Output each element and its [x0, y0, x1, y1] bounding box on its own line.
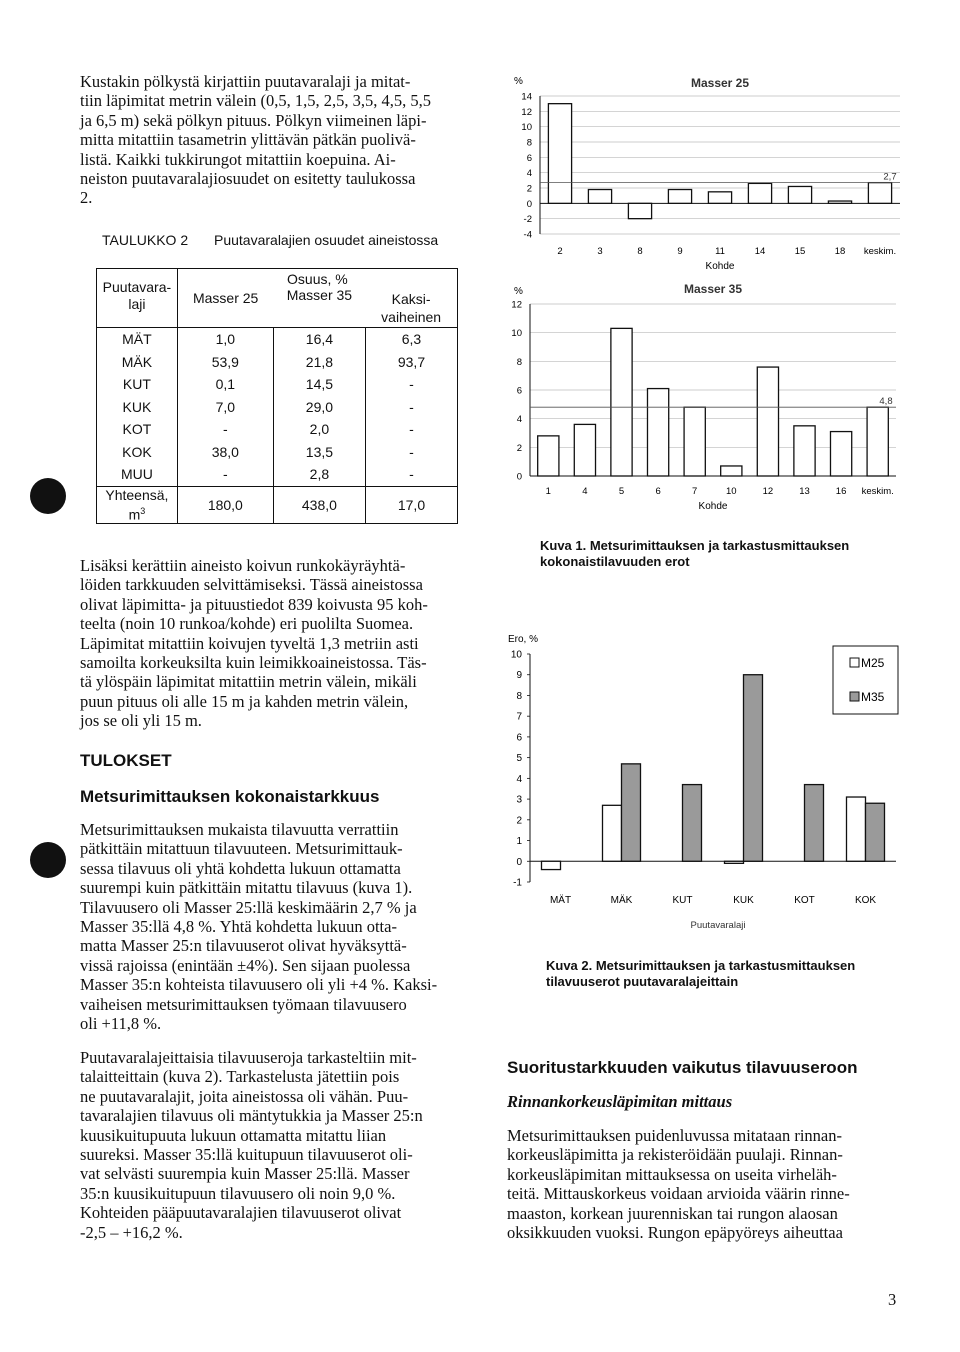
mean-label: 4,8 — [879, 396, 893, 408]
legend-label-m25: M25 — [861, 656, 885, 670]
y-tick-label: 12 — [511, 299, 522, 311]
x-tick-label: MÄK — [610, 895, 633, 906]
x-tick-label: keskim. — [861, 486, 894, 497]
y-tick-label: -1 — [513, 877, 522, 889]
x-tick-label: KOK — [854, 895, 877, 906]
bar — [574, 424, 595, 476]
table-row: KUT 0,1 14,5 - — [97, 373, 458, 396]
table-label: TAULUKKO 2 — [102, 232, 189, 248]
x-axis-label: Kohde — [698, 501, 728, 512]
x-tick-label: KOT — [794, 895, 815, 906]
dbh-paragraph: Metsurimittauksen puidenluvussa mitataan rinnan- korkeusläpimitta ja rekisteröidään puulaji. Rinnan- korkeusläpimitan mittauksessa on useita virheläh- teitä. Mittauskorkeus voidaan arvioida väärin rinne- maaston, korkean juurenniskan tai rungon alaosan oksikkuuden vuoksi. Rungon epäpyöreys aiheuttaa — [507, 1126, 850, 1243]
heading-accuracy: Metsurimittauksen kokonaistarkkuus — [80, 787, 380, 806]
heading-performance: Suoritustarkkuuden vaikutus tilavuuseroon — [507, 1058, 858, 1077]
chart-title: Masser 25 — [690, 76, 750, 90]
x-tick-label: KUT — [672, 895, 693, 906]
caption-kuva1: Kuva 1. Metsurimittauksen ja tarkastusmittauksen kokonaistilavuuden erot — [540, 538, 850, 569]
total-row: Yhteensä, $m^3$ 180,0 438,0 17,0 — [97, 486, 458, 523]
y-tick-label: 2 — [526, 183, 532, 195]
y-tick-label: 0 — [516, 856, 522, 868]
heading-tulokset: TULOKSET — [80, 751, 172, 770]
m35-bar — [683, 785, 702, 862]
y-tick-label: 5 — [516, 753, 522, 765]
chart-masser35 — [500, 278, 910, 518]
bar — [868, 183, 891, 204]
y-unit-label: % — [514, 76, 523, 87]
m25-bar — [603, 805, 622, 861]
x-axis-label: Kohde — [705, 261, 735, 272]
x-tick-label: keskim. — [863, 246, 897, 257]
m35-bar — [622, 764, 641, 861]
chart-title: Masser 35 — [683, 282, 743, 296]
x-tick-label: 5 — [618, 486, 625, 497]
table-row: MÄK 53,9 21,8 93,7 — [97, 351, 458, 374]
bar — [757, 367, 778, 476]
y-unit-label: Ero, % — [508, 634, 539, 645]
binder-hole-bottom — [30, 842, 66, 878]
chart-masser25 — [500, 70, 910, 282]
chart-species — [500, 628, 910, 933]
y-tick-label: 14 — [521, 91, 532, 103]
bar — [538, 436, 559, 476]
x-tick-label: 9 — [677, 246, 683, 257]
x-tick-label: 15 — [794, 246, 806, 257]
page-number: 3 — [888, 1290, 897, 1309]
y-tick-label: 10 — [511, 328, 522, 340]
caption-kuva2: Kuva 2. Metsurimittauksen ja tarkastusmittauksen tilavuuserot puutavaralajeittain — [546, 958, 856, 989]
y-tick-label: 4 — [516, 414, 522, 426]
m25-bar — [542, 861, 561, 869]
bar — [684, 407, 705, 476]
y-tick-label: 8 — [516, 690, 522, 702]
bar — [794, 426, 815, 476]
bar — [611, 328, 632, 476]
y-tick-label: 6 — [516, 385, 522, 397]
x-tick-label: 7 — [692, 486, 698, 497]
y-tick-label: 10 — [510, 649, 522, 661]
y-tick-label: 9 — [516, 670, 522, 682]
table-row: KOK 38,0 13,5 - — [97, 441, 458, 464]
y-tick-label: 4 — [516, 773, 522, 785]
binder-hole-top — [30, 478, 66, 514]
y-tick-label: 12 — [521, 106, 532, 118]
bar — [668, 190, 691, 204]
y-tick-label: 10 — [521, 122, 532, 134]
table-row: KUK 7,0 29,0 - — [97, 396, 458, 419]
species-share-table — [96, 268, 458, 524]
m25-bar — [847, 797, 866, 861]
x-tick-label: 16 — [835, 486, 847, 497]
bar — [867, 407, 888, 476]
x-tick-label: 6 — [655, 486, 661, 497]
y-tick-label: 3 — [516, 794, 522, 806]
y-tick-label: 6 — [526, 152, 532, 164]
x-tick-label: 3 — [597, 246, 603, 257]
x-tick-label: 1 — [545, 486, 551, 497]
accuracy-paragraph: Metsurimittauksen mukaista tilavuutta verrattiin pätkittäin mitattuun tilavuuteen. Metsurimittauk- sessa tilavuus oli yhtä kohdetta lukuun ottamatta suurempi kuin pätkittäin mitattu tilavuus (kuva 1). Tilavuusero oli Masser 25:llä keskimäärin 2,7 % ja Masser 35:llä 4,8 %. Yhtä kohdetta lukuun otta- matta Masser 25:n tilavuuserot olivat hyväksyttä- vissä rajoissa (enintään ±4%). Sen sijaan puolessa Masser 35:n kohteista tilavuusero oli yli +4 %. Kaksi- vaiheisen metsurimittauksen työmaan tilavuusero oli +11,8 %. — [80, 820, 438, 1034]
x-tick-label: 14 — [754, 246, 766, 257]
x-axis-label: Puutavaralaji — [690, 920, 746, 931]
x-tick-label: 10 — [726, 486, 737, 497]
x-tick-label: 8 — [637, 246, 643, 257]
mean-label: 2,7 — [883, 171, 897, 183]
y-tick-label: 7 — [516, 711, 522, 723]
subheading-dbh: Rinnankorkeusläpimitan mittaus — [507, 1092, 733, 1111]
m35-bar — [805, 785, 824, 862]
x-tick-label: 18 — [834, 246, 846, 257]
x-tick-label: 13 — [799, 486, 810, 497]
table-title: Puutavaralajien osuudet aineistossa — [214, 232, 439, 248]
legend-label-m35: M35 — [861, 690, 885, 704]
m35-bar — [866, 803, 885, 861]
legend-swatch-m25 — [850, 658, 859, 667]
x-tick-label: 12 — [762, 486, 774, 497]
y-tick-label: 8 — [526, 137, 532, 149]
birch-paragraph: Lisäksi kerättiin aineisto koivun runkokäyräyhtä- löiden tarkkuuden selvittämiseksi. Tässä aineistossa olivat läpimitta- ja pituustiedot 839 koivusta 95 koh- teelta (noin 10 runkoa/kohde) eri puolilta Suomea. Läpimitat mitattiin koivujen tyveltä 1,3 metriin asti samoilta korkeuksilta kuin leimikkoaineistossa. Täs- tä ylöspäin läpimitat mitattiin metrin välein, mikäli puun pituus oli alle 15 m ja kahden metrin välein, jos se oli yli 15 m. — [80, 556, 428, 731]
bar — [828, 201, 851, 203]
kaksi-header: Kaksi- vaiheinen — [381, 291, 442, 325]
y-tick-label: -4 — [523, 229, 532, 241]
y-tick-label: 0 — [516, 471, 522, 483]
bar — [708, 192, 731, 204]
m25-bar — [725, 861, 744, 863]
table-row: KOT - 2,0 - — [97, 418, 458, 441]
x-tick-label: MÄT — [549, 895, 572, 906]
y-tick-label: 1 — [516, 836, 522, 848]
bar — [788, 186, 811, 203]
share-group-header: Osuus, % — [287, 271, 348, 287]
y-unit-label: % — [514, 286, 523, 297]
y-tick-label: 2 — [516, 442, 522, 454]
table-row: MÄT 1,0 16,4 6,3 — [97, 328, 458, 351]
y-tick-label: -2 — [523, 214, 532, 226]
x-tick-label: KUK — [733, 895, 754, 906]
bar — [588, 190, 611, 204]
legend-swatch-m35 — [850, 692, 859, 701]
table-row: MUU - 2,8 - — [97, 463, 458, 486]
bar — [628, 203, 651, 218]
m25-header: Masser 25 — [192, 290, 259, 306]
m35-bar — [744, 675, 763, 862]
m35-header: Masser 35 — [286, 287, 353, 303]
bar — [548, 104, 571, 204]
bar — [647, 389, 668, 476]
bar — [830, 432, 851, 476]
y-tick-label: 4 — [526, 168, 532, 180]
x-tick-label: 4 — [582, 486, 588, 497]
y-tick-label: 0 — [526, 198, 532, 210]
y-tick-label: 8 — [516, 356, 522, 368]
bar — [748, 183, 771, 203]
x-tick-label: 11 — [715, 246, 725, 257]
intro-paragraph: Kustakin pölkystä kirjattiin puutavaralaji ja mitat- tiin läpimitat metrin välein (0,5, 1,5, 2,5, 3,5, 4,5, 5,5 ja 6,5 m) sekä pölkyn pituus. Pölkyn viimeinen läpi- mitta mitattiin tasametrin ylittävän pätkän puolivä- listä. Kaikki tukkirungot mitattiin koepuina. Ai- neiston puutavaralajiosuudet on esitetty taulukossa 2. — [80, 72, 432, 208]
y-tick-label: 6 — [516, 732, 522, 744]
x-tick-label: 2 — [557, 246, 563, 257]
y-tick-label: 2 — [516, 815, 522, 827]
bar — [721, 466, 742, 476]
species-header: Puutavara- laji — [97, 269, 178, 328]
species-paragraph: Puutavaralajeittaisia tilavuuseroja tarkasteltiin mit- talaitteittain (kuva 2). Tarkastelusta jätettiin pois ne puutavaralajit, joita aineistossa oli vähän. Puu- tavaralajien tilavuus oli mäntytukkia ja Masser 25:n kuusikuitupuuta lukuun ottamatta mitattu liian suureksi. Masser 35:llä kuitupuun tilavuuserot oli- vat selvästi suurempia kuin Masser 25:llä. Masser 35:n kuusikuitupuun tilavuusero oli noin 9,0 %. Kohteiden pääpuutavaralajien tilavuuserot olivat -2,5 – +16,2 %. — [80, 1048, 423, 1242]
